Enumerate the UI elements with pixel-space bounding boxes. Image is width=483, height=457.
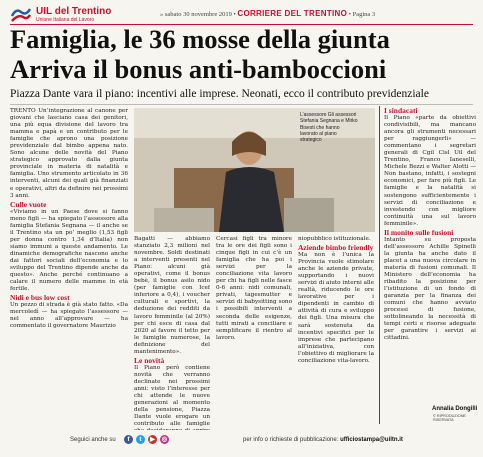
body-paragraph: Il Piano però contiene novità che verranno declinate nei prossimi anni: visto l’interesse per chi attende le nuove generazioni al momento della pensione, Piazza Dante vuole erogare un contributo alle famiglie: [134, 364, 210, 428]
section-heading: Nidi e bus low cost: [10, 293, 70, 303]
lead-paragraph: TRENTO Un’integrazione al canone per giovani che lasciano casa dei genitori, una più equa divisione del lavoro tra mamma e papà e un contributo per le famiglie che aprono una posizione previdenziale dal bimbo appena nato. Sono alcune delle novità del Piano strategico approvato dalla giunta provinciale in materia di natalità e famiglia. Uno strumento articolato in 36 interventi, alcuni dei quali già finanziati e operativi, altri da definire nei prossimi 3 anni.: [10, 108, 128, 199]
photo-caption: L’assessore Gli assessori Stefania Segnana e Mirko Bisesti che hanno lavorato al piano strategico: [300, 112, 358, 144]
sidebar-paragraph: Intanto su proposta dell’assessore Achille Spinelli la giunta ha anche dato il placet a una nuova circolare in materia di fusioni comunali. Il Ministero dell’economia ha ribadito la posizione per l’istituzione di un fondo di garanzia per la finanza dei comuni che hanno avviato processi di fusione, sottolineando la necessità di tempi certi e risorse adeguate per garantire i servizi ai cittadini.: [384, 236, 476, 342]
article-column-1: [10, 108, 128, 430]
section-heading: Le novità: [134, 355, 165, 365]
org-subtitle: Unione Italiana del Lavoro: [36, 17, 95, 23]
youtube-icon[interactable]: ▶: [150, 436, 155, 443]
page-number: • Pagina 3: [348, 11, 376, 18]
sidebar-heading: Il monito sulle fusioni: [384, 227, 454, 237]
sidebar-heading: I sindacati: [384, 106, 418, 115]
issue-meta: [160, 9, 375, 18]
copyright-note: © RIPRODUZIONE RISERVATA: [433, 414, 466, 422]
sidebar-paragraph: Il Piano «parte da obiettivi condivisibili, ma mancano ancora gli strumenti necessari per raggiungerli» — commentano i segretari generali di Cgil Cisl Uil del Trentino, Franco Ianeselli, Michele Bezzi e Walter Alotti — Non bastano, infatti, i sostegni economici, per fare più figli. Le famiglie e la natalità si sostengono sufficientemente i servizi di conciliazione e investendo con migliore continuità una sul lavoro femminile».: [384, 115, 476, 227]
article-column-3: [216, 236, 292, 430]
article-subtitle: Piazza Dante vara il piano: incentivi alle imprese. Neonati, ecco il contributo previdenziale: [10, 88, 429, 100]
body-paragraph: «Viviamo in un Paese dove si fanno meno figli — ha spiegato l’assessore alla famiglia Stefania Segnana — il anche se il Trentino sta un po’ meglio (1,53 figli per donna contro 1,34 d’Italia) non siamo immuni a queste andamento. Le dinamiche demografiche nascono anche dai fattori sociali dell’economia e lo sviluppo del Trentino dipende anche da questo». Anche perché continuano a calare il numero delle mamme in età fertile.: [10, 208, 128, 293]
body-paragraph: Cercasi figli tra minore tra le ore dei figli sono i cinque figli in cui c’è un famiglia che ha poi i servizi per la conciliazione vita lavoro per chi ha figli nelle fasce 0-6 anni: nidi comunali, privati, tagesmutter e servizi di babysitting sono i possibili interventi a seconda delle esigenze, tutti mirati a conciliare e semplificare il rientro al lavoro.: [216, 236, 292, 341]
contact-label: per info o richieste di pubblicazione:: [243, 437, 339, 443]
article-column-4: [298, 236, 374, 430]
body-paragraph: Un pezzo di strada è già stato fatto. «Da mercoledì — ha spiegato l’assessore — nel anno all’approvare — ha commentato il governatore Maurizio: [10, 302, 128, 330]
headline-line-2: Arriva il bonus anti-bamboccioni: [10, 54, 387, 84]
twitter-icon[interactable]: t: [136, 435, 145, 444]
contact-email[interactable]: ufficiostampa@uiltn.it: [340, 437, 403, 443]
follow-label: Seguici anche su: [70, 437, 116, 443]
uil-logo: [10, 6, 32, 24]
facebook-icon[interactable]: f: [124, 435, 133, 444]
contact-info: [243, 437, 403, 443]
sidebar-divider: [379, 106, 380, 424]
body-paragraph: Ma non è l’unica la Provincia vuole stimolare anche le aziende private, supportando i nuovi servizi di aiuto interni alle realtà, riducendo le ore lavorative per i dipendenti in cambio di attività di cura e sviluppo dei figli. Una misura che sarà sostenuta da incentivi specifici per le imprese che partecipano all’iniziativa, con l’obiettivo di migliorare la conciliazione vita-lavoro.: [298, 252, 374, 364]
subtitle-rule: [10, 104, 473, 105]
sidebar-column: [384, 106, 476, 404]
author-signature: Annalia Dongilli: [432, 406, 478, 412]
article-column-2: [134, 236, 210, 430]
issue-date: » sabato 30 novembre 2019 •: [160, 11, 236, 18]
org-name: UIL del Trentino: [36, 6, 112, 17]
newspaper-name: CORRIERE DEL TRENTINO: [237, 9, 348, 18]
page-footer: [0, 432, 483, 452]
headline-line-1: Famiglia, le 36 mosse della giunta: [10, 24, 390, 54]
instagram-icon[interactable]: ◎: [161, 436, 168, 443]
body-paragraph: niopubblico istituzionale.: [298, 236, 371, 242]
section-heading: Culle vuote: [10, 199, 47, 209]
body-paragraph: Bagatti — abbiamo stanziato 2,3 milioni nel novembre. Soldi destinati a interventi presenti nel Piano: alcuni già operativi, come il bonus bebè, il bonus asilo nido (per famiglie con Icef inferiore a 0,4), i voucher culturali e sportivi, la deduzione dei redditi da lavoro femminile (al 20%) per chi esce di casa dal 2020 al favore il tetto per le famiglie numerose, la definizione del mantenimento».: [134, 236, 210, 355]
section-heading: Aziende bimbo friendly: [298, 243, 374, 253]
